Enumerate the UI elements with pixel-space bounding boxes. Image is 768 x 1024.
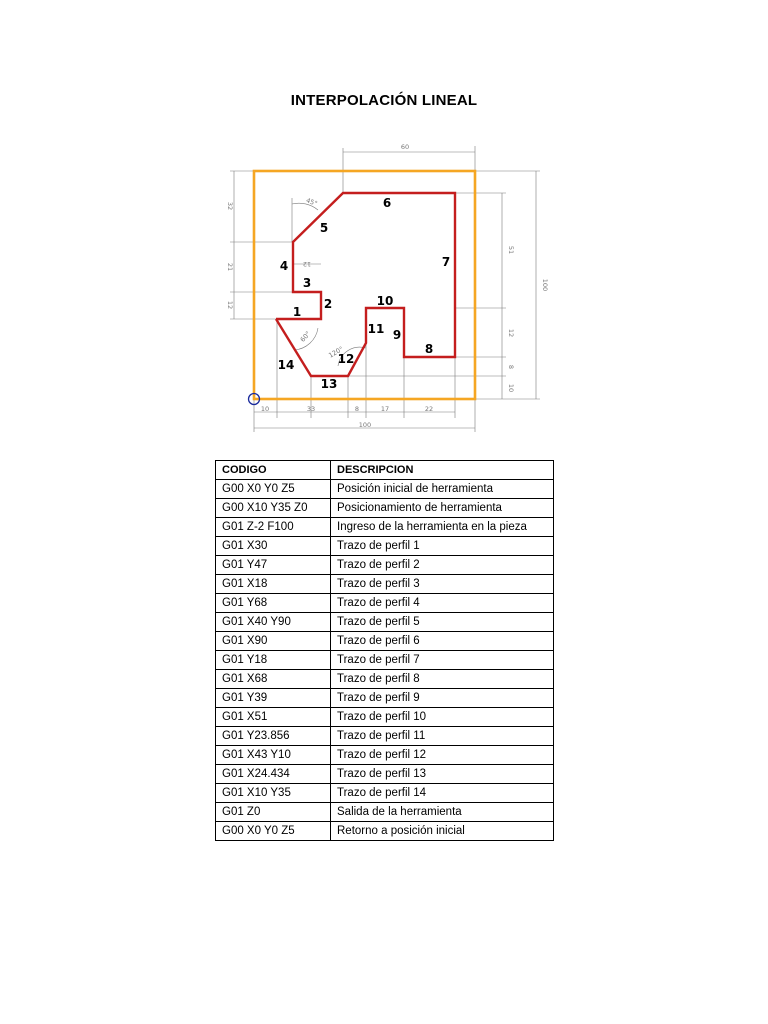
table-row xyxy=(216,784,554,803)
cell-code: G01 Z0 xyxy=(216,803,331,822)
cell-code: G01 Y23.856 xyxy=(216,727,331,746)
table-header-row xyxy=(216,461,554,480)
segment-label-6: 6 xyxy=(382,196,392,210)
cell-code: G00 X0 Y0 Z5 xyxy=(216,480,331,499)
dim-bottom-33: 33 xyxy=(306,405,316,413)
dim-left-12: 12 xyxy=(226,300,234,310)
cell-description: Trazo de perfil 11 xyxy=(331,727,554,746)
segment-label-9: 9 xyxy=(392,328,402,342)
segment-label-10: 10 xyxy=(376,294,394,308)
table-row xyxy=(216,727,554,746)
dim-bottom-22: 22 xyxy=(424,405,434,413)
angle-60: 60° xyxy=(298,329,313,344)
technical-drawing xyxy=(210,138,560,438)
cell-description: Trazo de perfil 14 xyxy=(331,784,554,803)
cell-description: Trazo de perfil 5 xyxy=(331,613,554,632)
cell-code: G01 X68 xyxy=(216,670,331,689)
table-row xyxy=(216,556,554,575)
segment-label-11: 11 xyxy=(367,322,385,336)
dim-right-10: 10 xyxy=(507,383,515,393)
dim-bottom-10: 10 xyxy=(260,405,270,413)
segment-label-12: 12 xyxy=(337,352,355,366)
segment-label-3: 3 xyxy=(302,276,312,290)
angle-120: 120° xyxy=(327,344,345,360)
segment-label-2: 2 xyxy=(323,297,333,311)
cell-description: Trazo de perfil 1 xyxy=(331,537,554,556)
table-row xyxy=(216,765,554,784)
cell-description: Trazo de perfil 12 xyxy=(331,746,554,765)
cell-code: G01 X51 xyxy=(216,708,331,727)
cell-code: G00 X0 Y0 Z5 xyxy=(216,822,331,841)
cell-code: G01 X24.434 xyxy=(216,765,331,784)
cell-description: Trazo de perfil 8 xyxy=(331,670,554,689)
cell-code: G01 Z-2 F100 xyxy=(216,518,331,537)
dim-right-12: 12 xyxy=(507,328,515,338)
cell-description: Trazo de perfil 10 xyxy=(331,708,554,727)
cell-code: G01 X40 Y90 xyxy=(216,613,331,632)
header-code: CODIGO xyxy=(216,461,331,480)
dim-right-51: 51 xyxy=(507,245,515,255)
table-row xyxy=(216,803,554,822)
cell-code: G01 X43 Y10 xyxy=(216,746,331,765)
header-description: DESCRIPCION xyxy=(331,461,554,480)
table-row xyxy=(216,518,554,537)
table-row xyxy=(216,632,554,651)
cell-description: Trazo de perfil 13 xyxy=(331,765,554,784)
table-row xyxy=(216,651,554,670)
cell-code: G01 Y68 xyxy=(216,594,331,613)
cell-description: Trazo de perfil 7 xyxy=(331,651,554,670)
cell-description: Trazo de perfil 4 xyxy=(331,594,554,613)
cell-description: Posición inicial de herramienta xyxy=(331,480,554,499)
cell-description: Posicionamiento de herramienta xyxy=(331,499,554,518)
cell-description: Trazo de perfil 9 xyxy=(331,689,554,708)
cell-code: G01 X90 xyxy=(216,632,331,651)
table-row xyxy=(216,537,554,556)
page-title: INTERPOLACIÓN LINEAL xyxy=(290,92,478,109)
table-row xyxy=(216,575,554,594)
cell-code: G00 X10 Y35 Z0 xyxy=(216,499,331,518)
dim-bottom-100: 100 xyxy=(358,421,372,429)
cell-description: Salida de la herramienta xyxy=(331,803,554,822)
dim-left-32: 32 xyxy=(226,201,234,211)
table-row xyxy=(216,708,554,727)
gcode-table xyxy=(215,460,554,841)
segment-label-7: 7 xyxy=(441,255,451,269)
segment-label-5: 5 xyxy=(319,221,329,235)
dim-bottom-17: 17 xyxy=(380,405,390,413)
cell-code: G01 X30 xyxy=(216,537,331,556)
cell-code: G01 Y18 xyxy=(216,651,331,670)
cell-description: Ingreso de la herramienta en la pieza xyxy=(331,518,554,537)
cell-description: Retorno a posición inicial xyxy=(331,822,554,841)
segment-label-8: 8 xyxy=(424,342,434,356)
cell-description: Trazo de perfil 2 xyxy=(331,556,554,575)
table-row xyxy=(216,499,554,518)
dimension-lines xyxy=(230,146,540,432)
segment-label-14: 14 xyxy=(277,358,295,372)
dim-left-21: 21 xyxy=(226,262,234,272)
dimension-texts xyxy=(226,143,549,429)
table-row xyxy=(216,670,554,689)
dim-top-60: 60 xyxy=(400,143,410,151)
cell-description: Trazo de perfil 6 xyxy=(331,632,554,651)
segment-label-4: 4 xyxy=(279,259,289,273)
table-row xyxy=(216,613,554,632)
cell-code: G01 Y39 xyxy=(216,689,331,708)
cell-code: G01 X10 Y35 xyxy=(216,784,331,803)
angle-45: 45° xyxy=(304,196,319,208)
table-row xyxy=(216,689,554,708)
table-row xyxy=(216,822,554,841)
dim-right-8: 8 xyxy=(507,364,515,370)
table-row xyxy=(216,480,554,499)
table-row xyxy=(216,594,554,613)
dim-right-100: 100 xyxy=(541,278,549,292)
dim-bottom-8: 8 xyxy=(354,405,360,413)
cell-code: G01 X18 xyxy=(216,575,331,594)
dim-inner-12: 12 xyxy=(302,260,312,268)
drawing-svg xyxy=(210,138,560,438)
table-row xyxy=(216,746,554,765)
segment-label-13: 13 xyxy=(320,377,338,391)
cell-description: Trazo de perfil 3 xyxy=(331,575,554,594)
segment-label-1: 1 xyxy=(292,305,302,319)
cell-code: G01 Y47 xyxy=(216,556,331,575)
